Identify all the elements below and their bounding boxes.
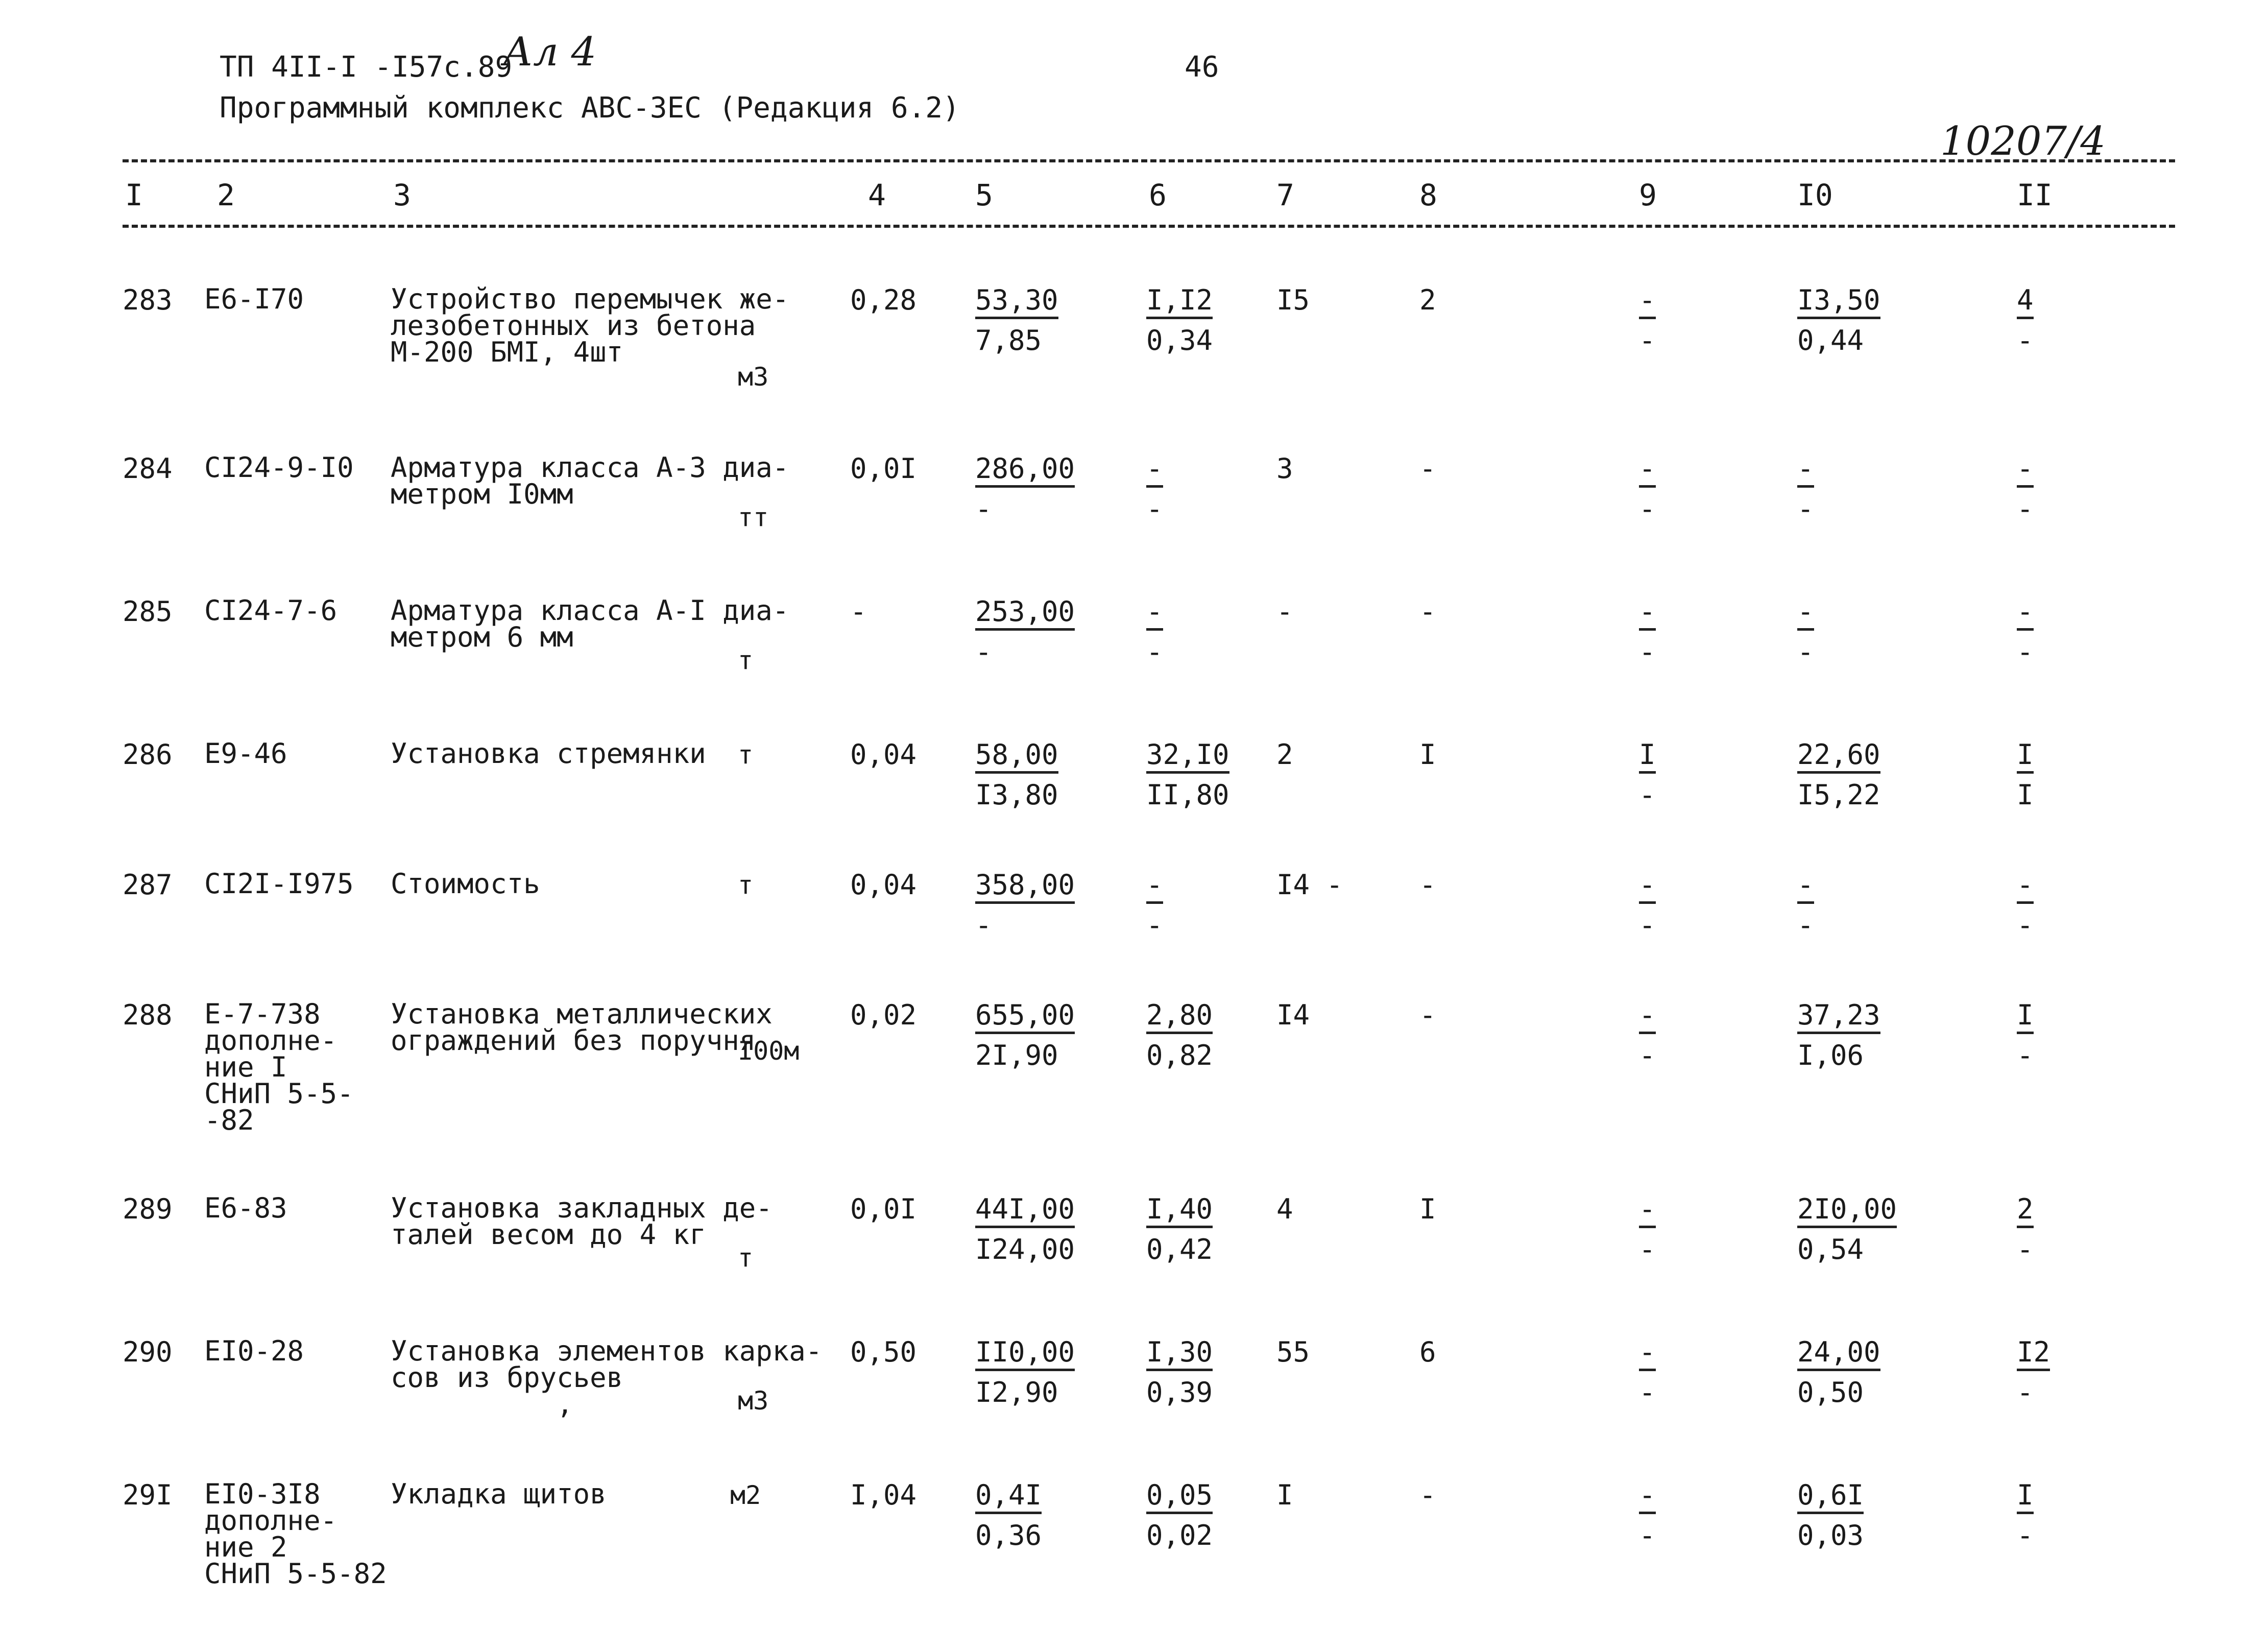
row-col10-numerator: - [1797,454,1814,488]
row-col10-denominator: 0,03 [1797,1519,1864,1551]
row-col9-denominator: - [1639,636,1656,668]
row-col5 [975,597,1075,666]
row-col7: 55 [1276,1336,1310,1368]
row-col5-numerator: 53,30 [975,286,1058,319]
row-number: 29I [123,1479,173,1511]
row-col9 [1639,454,1656,523]
row-col5-denominator: - [975,493,992,525]
col-head-8: 8 [1419,178,1437,212]
row-col6-numerator: I,30 [1146,1338,1213,1371]
row-col9-numerator: - [1639,1338,1656,1371]
row-col11-denominator: - [2017,1233,2034,1265]
row-col11 [2017,597,2034,666]
row-col6-denominator: 0,82 [1146,1039,1213,1071]
row-col6 [1146,454,1163,523]
row-col11-numerator: - [2017,597,2034,631]
program-title: Программный комплекс АВС-3ЕС (Редакция 6.2) [220,91,960,125]
row-col10-denominator: I5,22 [1797,779,1880,811]
row-description: Устройство перемычек же- лезобетонных из бетона М-200 БМI, 4шт [391,283,789,368]
row-col11 [2017,871,2034,940]
header-rule-bottom [123,225,2175,228]
row-col6-denominator: - [1146,636,1163,668]
row-col5 [975,1481,1042,1550]
row-col7: 4 [1276,1193,1293,1225]
row-col5-denominator: 2I,90 [975,1039,1058,1071]
row-col6 [1146,1001,1213,1070]
row-col6 [1146,1481,1213,1550]
row-col7: 3 [1276,452,1293,485]
row-description: Арматура класса А-I диа- метром 6 мм [391,594,789,653]
row-unit: м2 [730,1480,761,1510]
row-col10 [1797,1338,1880,1407]
row-col11-numerator: - [2017,454,2034,488]
row-col6-numerator: - [1146,597,1163,631]
row-col6-numerator: I,40 [1146,1195,1213,1228]
row-col5 [975,871,1075,940]
row-col9 [1639,740,1656,809]
row-col10-numerator: 24,00 [1797,1338,1880,1371]
col-head-9: 9 [1639,178,1657,212]
row-col5-numerator: 44I,00 [975,1195,1075,1228]
row-col11-denominator: - [2017,909,2034,941]
header-rule-top [123,159,2175,162]
row-description: Арматура класса А-3 диа- метром I0мм [391,451,789,510]
row-col9-denominator: - [1639,779,1656,811]
row-col9-denominator: - [1639,324,1656,356]
row-col9 [1639,1481,1656,1550]
row-col6 [1146,1195,1213,1264]
row-code: Е9-46 [204,737,287,770]
row-col5 [975,1001,1075,1070]
row-col10-numerator: - [1797,597,1814,631]
row-number: 287 [123,869,173,901]
row-col10 [1797,1195,1897,1264]
row-unit: т [738,1243,754,1273]
row-col8: - [1419,1479,1436,1511]
row-col7: - [1276,595,1293,628]
row-col5 [975,740,1058,809]
row-col5-denominator: I3,80 [975,779,1058,811]
row-col8: 2 [1419,284,1436,316]
row-quantity: 0,50 [850,1336,917,1368]
row-col9-denominator: - [1639,1039,1656,1071]
row-col10-denominator: - [1797,909,1814,941]
row-col11 [2017,1001,2034,1070]
row-col5-numerator: 58,00 [975,740,1058,774]
row-col5-denominator: 0,36 [975,1519,1042,1551]
row-col6 [1146,597,1163,666]
row-col6-numerator: - [1146,871,1163,904]
col-head-5: 5 [975,178,993,212]
row-unit: м3 [738,1386,769,1416]
row-col11-denominator: - [2017,1039,2034,1071]
row-col5-numerator: 358,00 [975,871,1075,904]
row-col5-denominator: - [975,636,992,668]
col-head-2: 2 [217,178,235,212]
row-col9-numerator: - [1639,286,1656,319]
row-col6-denominator: - [1146,493,1163,525]
row-code: СI24-9-I0 [204,451,354,484]
row-col6 [1146,286,1213,355]
row-col11-denominator: I [2017,779,2034,811]
col-head-1: I [125,178,143,212]
row-code: ЕI0-28 [204,1335,304,1367]
row-col10-denominator: 0,50 [1797,1376,1864,1408]
row-col11-numerator: 4 [2017,286,2034,319]
row-col6-numerator: I,I2 [1146,286,1213,319]
row-col9 [1639,871,1656,940]
row-col5-denominator: - [975,909,992,941]
row-description: Установка металлических ограждений без поручня [391,998,773,1057]
row-col10-denominator: - [1797,636,1814,668]
row-col10 [1797,1481,1864,1550]
row-col11 [2017,286,2034,355]
row-number: 288 [123,999,173,1031]
row-col8: - [1419,452,1436,485]
row-col5-denominator: 7,85 [975,324,1042,356]
row-col9-numerator: I [1639,740,1656,774]
row-unit: I00м [738,1036,800,1066]
row-col10 [1797,871,1814,940]
col-head-4: 4 [868,178,886,212]
row-col11-numerator: - [2017,871,2034,904]
row-code: Е6-I70 [204,283,304,315]
row-code: СI24-7-6 [204,594,337,627]
row-col9-numerator: - [1639,597,1656,631]
row-col9 [1639,1195,1656,1264]
row-unit: т [738,740,754,770]
row-quantity: 0,04 [850,738,917,771]
row-col5 [975,286,1058,355]
row-col6-numerator: 0,05 [1146,1481,1213,1514]
row-col6 [1146,1338,1213,1407]
row-quantity: 0,02 [850,999,917,1031]
row-number: 285 [123,595,173,628]
row-col8: - [1419,999,1436,1031]
row-col9-denominator: - [1639,909,1656,941]
row-number: 283 [123,284,173,316]
col-head-3: 3 [393,178,411,212]
row-col6-denominator: 0,39 [1146,1376,1213,1408]
row-col5-numerator: II0,00 [975,1338,1075,1371]
row-number: 286 [123,738,173,771]
doc-code: ТП 4II-I -I57с.89 [220,51,513,84]
page-number: 46 [1185,51,1219,84]
col-head-7: 7 [1276,178,1294,212]
row-quantity: I,04 [850,1479,917,1511]
row-unit: т [738,645,754,675]
row-code: Е-7-738 дополне- ние I СНиП 5-5- -82 [204,998,354,1136]
row-col11-denominator: - [2017,636,2034,668]
row-col11-denominator: - [2017,324,2034,356]
row-col11 [2017,740,2034,809]
row-col10-numerator: - [1797,871,1814,904]
row-code: СI2I-I975 [204,868,354,900]
row-col9-numerator: - [1639,1001,1656,1034]
row-number: 290 [123,1336,173,1368]
row-quantity: - [850,595,867,628]
row-col5-denominator: I2,90 [975,1376,1058,1408]
row-col9-numerator: - [1639,1481,1656,1514]
row-col8: I [1419,1193,1436,1225]
row-description: Установка стремянки [391,737,706,770]
row-col10 [1797,597,1814,666]
row-col10-numerator: 22,60 [1797,740,1880,774]
row-description: Установка закладных де- талей весом до 4 кг [391,1192,773,1251]
row-col10-denominator: - [1797,493,1814,525]
row-description: Стоимость [391,868,540,900]
row-col11-denominator: - [2017,1376,2034,1408]
row-col5-numerator: 253,00 [975,597,1075,631]
row-col6-denominator: 0,42 [1146,1233,1213,1265]
row-col9-denominator: - [1639,1233,1656,1265]
row-number: 289 [123,1193,173,1225]
row-col5-numerator: 655,00 [975,1001,1075,1034]
row-col10 [1797,1001,1880,1070]
row-col7: I5 [1276,284,1310,316]
row-quantity: 0,04 [850,869,917,901]
row-col9-denominator: - [1639,493,1656,525]
row-unit: м3 [738,362,769,392]
row-col7: I [1276,1479,1293,1511]
row-col8: - [1419,595,1436,628]
col-head-6: 6 [1149,178,1167,212]
row-col10 [1797,454,1814,523]
row-col11 [2017,1481,2034,1550]
row-col11-numerator: I [2017,1001,2034,1034]
row-col6-numerator: 2,80 [1146,1001,1213,1034]
row-col11-numerator: I [2017,740,2034,774]
row-col11 [2017,1195,2034,1264]
row-col7: I4 - [1276,869,1343,901]
row-col6-numerator: - [1146,454,1163,488]
col-head-11: II [2017,178,2053,212]
row-col9 [1639,1338,1656,1407]
row-col5-numerator: 286,00 [975,454,1075,488]
row-col6 [1146,871,1163,940]
row-col11-denominator: - [2017,1519,2034,1551]
row-col5 [975,454,1075,523]
row-col5-numerator: 0,4I [975,1481,1042,1514]
row-col9 [1639,1001,1656,1070]
col-head-10: I0 [1797,178,1833,212]
row-col5 [975,1195,1075,1264]
row-code: Е6-83 [204,1192,287,1224]
row-quantity: 0,0I [850,1193,917,1225]
row-col9-denominator: - [1639,1376,1656,1408]
row-col6-numerator: 32,I0 [1146,740,1229,774]
row-col6-denominator: - [1146,909,1163,941]
row-col9-numerator: - [1639,871,1656,904]
row-col6-denominator: II,80 [1146,779,1229,811]
stamp-number: 10207/4 [1940,118,2106,164]
row-col9 [1639,597,1656,666]
row-col11-denominator: - [2017,493,2034,525]
row-col9-numerator: - [1639,454,1656,488]
row-col11-numerator: 2 [2017,1195,2034,1228]
row-col11 [2017,1338,2050,1407]
row-col9 [1639,286,1656,355]
row-description: Установка элементов карка- сов из брусьев , [391,1335,823,1420]
row-col10-denominator: 0,54 [1797,1233,1864,1265]
row-col6-denominator: 0,34 [1146,324,1213,356]
row-quantity: 0,0I [850,452,917,485]
row-quantity: 0,28 [850,284,917,316]
row-col10-numerator: 0,6I [1797,1481,1864,1514]
sheet-mark: Ал 4 [503,29,597,75]
row-col7: I4 [1276,999,1310,1031]
row-col10 [1797,740,1880,809]
row-col10-denominator: 0,44 [1797,324,1864,356]
row-col6-denominator: 0,02 [1146,1519,1213,1551]
row-unit: тт [738,503,769,532]
row-code: ЕI0-3I8 дополне- ние 2 СНиП 5-5-82 [204,1478,387,1590]
row-col7: 2 [1276,738,1293,771]
row-col6 [1146,740,1229,809]
row-number: 284 [123,452,173,485]
row-col8: - [1419,869,1436,901]
row-col11-numerator: I [2017,1481,2034,1514]
row-col11-numerator: I2 [2017,1338,2050,1371]
row-col5 [975,1338,1075,1407]
row-unit: т [738,870,754,900]
row-col10-numerator: 2I0,00 [1797,1195,1897,1228]
row-col10 [1797,286,1880,355]
row-col9-numerator: - [1639,1195,1656,1228]
row-col8: I [1419,738,1436,771]
row-col9-denominator: - [1639,1519,1656,1551]
row-col10-denominator: I,06 [1797,1039,1864,1071]
row-col10-numerator: I3,50 [1797,286,1880,319]
row-col10-numerator: 37,23 [1797,1001,1880,1034]
row-col8: 6 [1419,1336,1436,1368]
row-col11 [2017,454,2034,523]
row-col5-denominator: I24,00 [975,1233,1075,1265]
row-description: Укладка щитов [391,1478,607,1510]
